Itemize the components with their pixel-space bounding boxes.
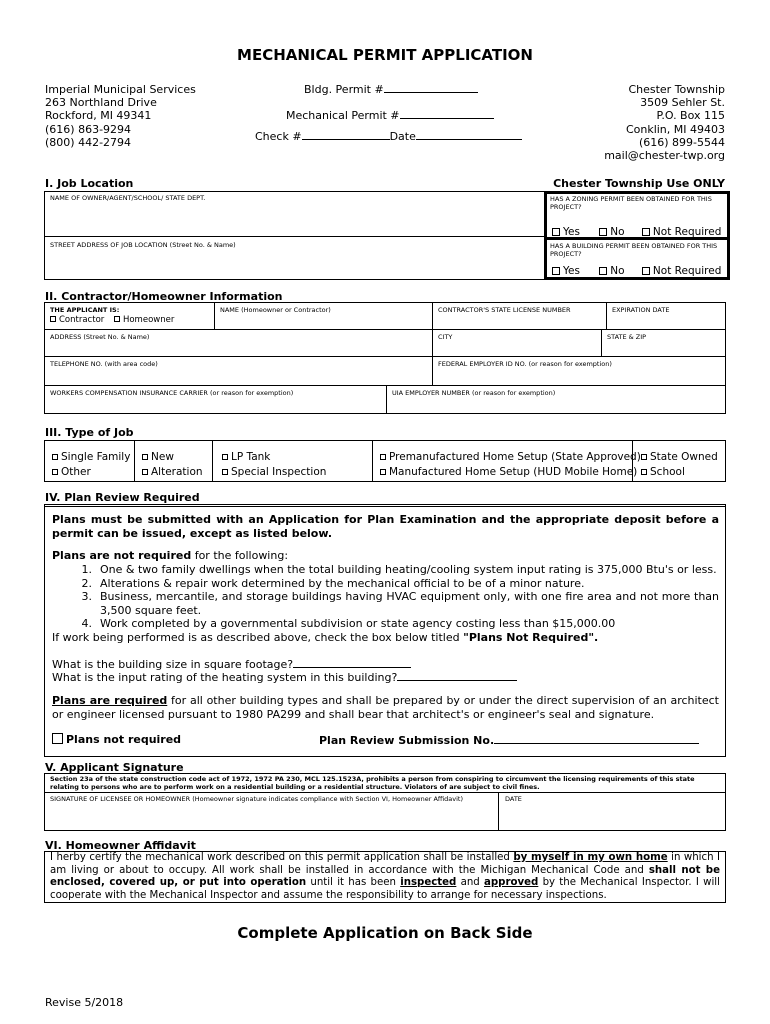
- telephone-cell[interactable]: [44, 356, 433, 386]
- owner-field[interactable]: [50, 205, 540, 233]
- option-label: New: [151, 451, 174, 463]
- contractor-label: Contractor: [59, 315, 105, 325]
- owner-label: NAME OF OWNER/AGENT/SCHOOL/ STATE DEPT.: [50, 194, 206, 202]
- checkbox-icon: [52, 469, 58, 475]
- plans-required-para: [52, 694, 719, 721]
- building-yes[interactable]: [552, 265, 580, 277]
- if-work-text: If work being performed is as described above, check the box below titled: [52, 631, 464, 644]
- affidavit-part: approved: [484, 877, 539, 889]
- applicant-is-cell: [44, 302, 215, 330]
- zoning-no[interactable]: [599, 226, 624, 238]
- date-label: Date: [389, 130, 416, 144]
- street-field[interactable]: [50, 252, 540, 276]
- expiration-label: EXPIRATION DATE: [612, 306, 670, 314]
- if-work-line: [52, 631, 719, 645]
- fein-cell[interactable]: [432, 356, 726, 386]
- checkbox-icon: [642, 228, 650, 236]
- section5-heading: V. Applicant Signature: [45, 761, 184, 774]
- checkbox-icon: [222, 454, 228, 460]
- section4-heading: IV. Plan Review Required: [45, 491, 200, 504]
- address-cell[interactable]: [44, 329, 433, 357]
- checkbox-icon: [642, 267, 650, 275]
- address-line: Rockford, MI 49341: [45, 109, 152, 123]
- address-line: Chester Township: [628, 83, 725, 96]
- signature-date-field[interactable]: [505, 805, 720, 829]
- checkbox-icon: [52, 454, 58, 460]
- no-label: No: [610, 265, 625, 277]
- special-inspection-option[interactable]: [222, 465, 326, 480]
- not-required-heading: [52, 549, 719, 563]
- option-label: Single Family: [61, 451, 131, 463]
- state-zip-label: STATE & ZIP: [607, 333, 647, 341]
- address-line: 3509 Sehler St.: [640, 96, 725, 110]
- zoning-not-required[interactable]: [642, 226, 721, 238]
- issuer-address: [45, 83, 196, 149]
- option-label: Premanufactured Home Setup (State Approved): [389, 451, 641, 463]
- affidavit-part: in which I am living or about to occupy. All work shall be installed in accordance with the Michigan Mechanical Code and: [50, 852, 720, 876]
- signature-field[interactable]: [50, 805, 490, 829]
- job-type-col1: [52, 450, 130, 480]
- divider: [45, 506, 725, 507]
- fein-label: FEDERAL EMPLOYER ID NO. (or reason for exemption): [438, 360, 612, 368]
- submission-number: [319, 734, 699, 747]
- list-item: 2. Alterations & repair work determined by the mechanical official to be of a minor nature.: [81, 576, 585, 590]
- checkbox-icon: [380, 469, 386, 475]
- alteration-option[interactable]: [142, 465, 203, 480]
- building-options: [552, 265, 721, 277]
- check-date-row: [255, 130, 525, 143]
- checkbox-icon: [142, 454, 148, 460]
- complete-back-side: Complete Application on Back Side: [237, 924, 533, 942]
- affidavit-part: by the Mechanical Inspector. I will cooperate with the Mechanical Inspector and assume the responsibility to arrange for necessary inspections.: [50, 877, 720, 901]
- address-line: (616) 899-5544: [638, 135, 725, 149]
- section6-heading: VI. Homeowner Affidavit: [45, 839, 196, 852]
- job-type-col4: [380, 450, 641, 480]
- divider: [44, 236, 544, 237]
- checkbox-icon: [552, 267, 560, 275]
- address-line: (616) 863-9294: [45, 122, 132, 136]
- not-required-rest: for the following:: [191, 549, 289, 562]
- permit-numbers: [255, 83, 525, 144]
- option-label: Manufactured Home Setup (HUD Mobile Home): [389, 466, 638, 478]
- input-question: [52, 671, 719, 685]
- address-label: ADDRESS (Street No. & Name): [50, 333, 150, 341]
- exemption-list: [52, 563, 719, 631]
- plans-required-label: Plans are required: [52, 694, 168, 707]
- list-item: 4. Work completed by a governmental subdivision or state agency costing less than $15,000.00: [81, 617, 616, 631]
- mech-permit-row: [255, 109, 525, 122]
- checkbox-icon: [114, 316, 120, 322]
- section2-heading: II. Contractor/Homeowner Information: [45, 290, 283, 303]
- no-label: No: [610, 226, 625, 238]
- premanufactured-option[interactable]: [380, 450, 641, 465]
- divider: [372, 440, 373, 482]
- checkbox-icon: [142, 469, 148, 475]
- sqft-field[interactable]: [293, 667, 411, 668]
- state-zip-cell[interactable]: [601, 329, 726, 357]
- divider: [212, 440, 213, 482]
- zoning-yes[interactable]: [552, 226, 580, 238]
- not-required-label: Not Required: [652, 265, 722, 277]
- manufactured-option[interactable]: [380, 465, 641, 480]
- affidavit-part: by myself in my own home: [513, 852, 668, 863]
- expiration-cell[interactable]: [606, 302, 726, 330]
- section3-heading: III. Type of Job: [45, 426, 134, 439]
- building-not-required[interactable]: [642, 265, 721, 277]
- homeowner-option[interactable]: [114, 315, 174, 325]
- building-no[interactable]: [599, 265, 624, 277]
- bldg-permit-row: [255, 83, 525, 96]
- submission-label: Plan Review Submission No.: [319, 734, 495, 747]
- statute-text: Section 23a of the state construction code act of 1972, 1972 PA 230, MCL 125.1523A, prohibits a person from conspiring to circumvent the licensing requirements of this state relating to persons who are to perform work on a residential building or a residential structure. Violators of are subject to civil fines.: [50, 775, 695, 791]
- name-cell[interactable]: [214, 302, 433, 330]
- input-rating-label: What is the input rating of the heating system in this building?: [52, 671, 398, 684]
- checkbox-icon: [599, 228, 607, 236]
- applicant-is-label: THE APPLICANT IS:: [50, 306, 120, 314]
- township-use-only: Chester Township Use ONLY: [553, 177, 725, 190]
- checkbox-icon: [641, 454, 647, 460]
- checkbox-icon: [52, 733, 63, 744]
- sqft-question: [52, 658, 719, 672]
- single-family-option[interactable]: [52, 450, 130, 465]
- option-label: Other: [61, 466, 91, 478]
- affidavit-part: and: [456, 877, 484, 889]
- lp-tank-option[interactable]: [222, 450, 326, 465]
- page-title: MECHANICAL PERMIT APPLICATION: [237, 46, 533, 64]
- new-option[interactable]: [142, 450, 203, 465]
- address-line: Conklin, MI 49403: [625, 122, 725, 136]
- plans-not-required-option[interactable]: [52, 733, 181, 746]
- bldg-permit-label: Bldg. Permit #: [304, 83, 384, 96]
- list-item: 1. One & two family dwellings when the total building heating/cooling system input rating is 375,000 Btu's or less.: [81, 563, 717, 576]
- revision-label: Revise 5/2018: [45, 996, 124, 1009]
- checkbox-icon: [552, 228, 560, 236]
- option-label: Special Inspection: [231, 466, 327, 478]
- license-cell[interactable]: [432, 302, 607, 330]
- job-type-col5: [641, 450, 718, 480]
- license-label: CONTRACTOR'S STATE LICENSE NUMBER: [438, 306, 571, 314]
- zoning-question: HAS A ZONING PERMIT BEEN OBTAINED FOR THIS PROJECT?: [550, 195, 712, 211]
- option-label: State Owned: [650, 451, 718, 463]
- plans-not-required-label: Plans not required: [66, 733, 182, 746]
- affidavit-part: until it has been: [306, 877, 401, 889]
- item-text: Business, mercantile, and storage buildings having HVAC equipment only, with one fire area and not more than 3,500 square feet.: [100, 590, 719, 617]
- divider: [134, 440, 135, 482]
- divider: [498, 792, 499, 831]
- mech-permit-label: Mechanical Permit #: [286, 109, 400, 123]
- job-type-col2: [142, 450, 203, 480]
- date-field[interactable]: [416, 139, 522, 140]
- item-text: Work completed by a governmental subdivision or state agency costing less than $15,000.00: [100, 617, 616, 631]
- affidavit-part: shall not be enclosed, covered up, or put into operation: [50, 864, 720, 889]
- option-label: Alteration: [151, 466, 203, 478]
- street-label: STREET ADDRESS OF JOB LOCATION (Street No. & Name): [50, 241, 236, 249]
- zoning-options: [552, 226, 721, 238]
- workers-comp-cell[interactable]: [44, 385, 387, 414]
- township-address: [604, 83, 725, 162]
- job-type-col3: [222, 450, 326, 480]
- applicant-type-options: [50, 315, 209, 325]
- check-field[interactable]: [302, 139, 390, 140]
- not-required-label: Not Required: [652, 226, 722, 238]
- checkbox-icon: [380, 454, 386, 460]
- section1-heading: I. Job Location: [45, 177, 134, 190]
- other-option[interactable]: [52, 465, 130, 480]
- telephone-label: TELEPHONE NO. (with area code): [50, 360, 158, 368]
- plans-required-text: for all other building types and shall be prepared by or under the direct supervision of an architect or engineer licensed pursuant to 1980 PA299 and shall bear that architect's or engineer's seal and signature.: [52, 694, 719, 721]
- sqft-label: What is the building size in square footage?: [52, 658, 294, 671]
- affidavit-part: I herby certify the mechanical work described on this permit application shall be installed: [50, 852, 514, 863]
- not-required-bold: Plans are not required: [52, 549, 192, 562]
- address-line: mail@chester-twp.org: [604, 149, 725, 163]
- uia-label: UIA EMPLOYER NUMBER (or reason for exemption): [392, 389, 556, 397]
- mech-permit-field[interactable]: [400, 118, 494, 119]
- date-label: DATE: [505, 795, 522, 803]
- item-text: One & two family dwellings when the total building heating/cooling system input rating is 375,000 Btu's or less.: [100, 563, 717, 576]
- option-label: School: [650, 466, 685, 478]
- checkbox-icon: [50, 316, 56, 322]
- uia-cell[interactable]: [386, 385, 726, 414]
- plans-not-required-ref: "Plans Not Required".: [463, 631, 599, 644]
- address-line: (800) 442-2794: [45, 135, 132, 149]
- affidavit-part: inspected: [400, 877, 457, 889]
- check-label: Check #: [255, 130, 302, 144]
- workers-comp-label: WORKERS COMPENSATION INSURANCE CARRIER (or reason for exemption): [50, 389, 294, 397]
- name-label: NAME (Homeowner or Contractor): [220, 306, 331, 314]
- checkbox-icon: [222, 469, 228, 475]
- bldg-permit-field[interactable]: [384, 92, 478, 93]
- checkbox-icon: [599, 267, 607, 275]
- contractor-option[interactable]: [50, 315, 104, 325]
- yes-label: Yes: [563, 226, 580, 238]
- state-owned-option[interactable]: [641, 450, 718, 465]
- input-rating-field[interactable]: [397, 680, 517, 681]
- city-label: CITY: [438, 333, 453, 341]
- address-line: Imperial Municipal Services: [45, 83, 196, 96]
- plan-review-intro: Plans must be submitted with an Application for Plan Examination and the appropriate deposit before a permit can be issued, except as listed below.: [52, 513, 719, 540]
- city-cell[interactable]: [432, 329, 602, 357]
- building-question: HAS A BUILDING PERMIT BEEN OBTAINED FOR THIS PROJECT?: [550, 242, 718, 258]
- list-item: 3. Business, mercantile, and storage buildings having HVAC equipment only, with one fire area and not more than 3,500 square feet.: [81, 590, 719, 617]
- item-text: Alterations & repair work determined by the mechanical official to be of a minor nature.: [100, 576, 585, 590]
- submission-field[interactable]: [494, 743, 699, 744]
- address-line: P.O. Box 115: [656, 109, 725, 123]
- option-label: LP Tank: [231, 451, 271, 463]
- address-line: 263 Northland Drive: [45, 96, 157, 110]
- affidavit-text: [50, 852, 720, 902]
- signature-label: SIGNATURE OF LICENSEE OR HOMEOWNER (Homeowner signature indicates compliance with Section VI, Homeowner Affidavit): [50, 795, 464, 803]
- yes-label: Yes: [563, 265, 580, 277]
- divider: [44, 792, 726, 793]
- homeowner-label: Homeowner: [122, 315, 175, 325]
- checkbox-icon: [641, 469, 647, 475]
- school-option[interactable]: [641, 465, 718, 480]
